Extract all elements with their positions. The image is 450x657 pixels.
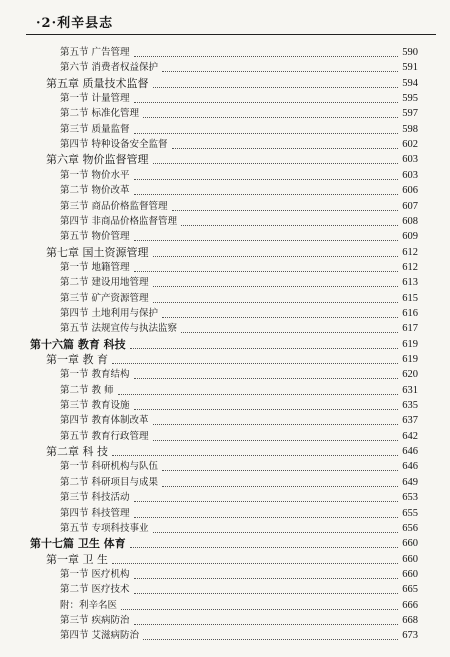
toc-entry-title: 第二节 标准化管理: [60, 108, 140, 120]
dot-leader: [134, 271, 399, 272]
dot-leader: [134, 593, 399, 594]
toc-entry-page-number: 666: [402, 599, 418, 611]
toc-entry-chapter: [46, 351, 418, 367]
toc-entry-section: [60, 505, 418, 521]
dot-leader: [134, 179, 399, 180]
dot-leader: [134, 194, 399, 195]
toc-entry-title: 第五章 质量技术监督: [46, 76, 149, 90]
dot-leader: [181, 225, 398, 226]
toc-entry-title: 第一节 教育结构: [60, 369, 130, 381]
toc-entry-page-number: 595: [402, 93, 418, 105]
dot-leader: [118, 394, 399, 395]
dot-leader: [112, 563, 398, 564]
toc-entry-title: 第五节 广告管理: [60, 47, 130, 58]
toc-entry-title: 第三节 教育设施: [60, 400, 130, 412]
toc-entry-title: 第四节 教育体制改革: [60, 415, 149, 427]
toc-entry-section: [60, 428, 418, 444]
toc-entry-section: [60, 105, 418, 121]
toc-entry-section: [60, 581, 418, 597]
dot-leader: [153, 424, 399, 425]
toc-entry-page-number: 660: [402, 568, 418, 580]
toc-entry-page-number: 598: [402, 123, 418, 135]
toc-entry-chapter: [46, 75, 418, 91]
toc-entry-title: 第四节 特种设备安全监督: [60, 139, 168, 151]
dot-leader: [153, 163, 399, 164]
toc-entry-title: 第三节 商品价格监督管理: [60, 200, 168, 212]
dot-leader: [134, 409, 399, 410]
toc-entry-page-number: 612: [402, 246, 418, 258]
toc-entry-title: 第四节 非商品价格监督管理: [60, 215, 178, 227]
dot-leader: [172, 148, 399, 149]
toc-entry-chapter: [46, 551, 418, 567]
toc-entry-page-number: 619: [402, 338, 418, 350]
toc-entry-page-number: 631: [402, 384, 418, 396]
toc-entry-page-number: 665: [402, 584, 418, 596]
toc-entry-page-number: 619: [402, 354, 418, 365]
toc-entry-title: 第五节 物价管理: [60, 231, 130, 243]
toc-entry-page-number: 660: [402, 553, 418, 565]
toc-entry-page-number: 603: [402, 169, 418, 181]
dot-leader: [153, 440, 399, 441]
toc-entry-section: [60, 182, 418, 198]
dot-leader: [130, 547, 399, 548]
toc-entry-title: 第二节 医疗技术: [60, 584, 130, 596]
toc-entry-title: 第四节 土地利用与保护: [60, 307, 159, 319]
toc-entry-title: 第一章 教 育: [46, 353, 108, 366]
dot-leader: [112, 363, 398, 364]
toc-entry-section: [60, 136, 418, 152]
dot-leader: [130, 348, 399, 349]
toc-entry-section: [60, 259, 418, 275]
toc-entry-part: [30, 336, 418, 352]
toc-entry-title: 第一章 卫 生: [46, 552, 108, 566]
toc-entry-section: [60, 320, 418, 336]
dot-leader: [172, 210, 399, 211]
toc-entry-title: 第三节 质量监督: [60, 123, 130, 135]
toc-entry-section: [60, 627, 418, 643]
dot-leader: [143, 639, 398, 640]
toc-entry-page-number: 616: [402, 307, 418, 319]
dot-leader: [181, 332, 398, 333]
toc-entry-page-number: 646: [402, 446, 418, 458]
toc-entry-section: [60, 121, 418, 137]
toc-entry-page-number: 660: [402, 538, 418, 550]
toc-entry-title: 第六章 物价监督管理: [46, 153, 149, 167]
toc-entry-title: 附：利辛名医: [60, 599, 118, 611]
toc-entry-title: 第一节 科研机构与队伍: [60, 461, 159, 473]
toc-entry-page-number: 635: [402, 400, 418, 412]
dot-leader: [134, 56, 399, 57]
dot-leader: [153, 532, 399, 533]
toc-entry-section: [60, 597, 418, 613]
toc-entry-section: [60, 213, 418, 229]
toc-entry-page-number: 673: [402, 630, 418, 642]
toc-entry-title: 第六节 消费者权益保护: [60, 62, 159, 74]
toc-entry-page-number: 603: [402, 154, 418, 166]
toc-entry-title: 第三节 矿产资源管理: [60, 292, 149, 304]
toc-entry-page-number: 609: [402, 231, 418, 243]
toc-entry-chapter: [46, 244, 418, 260]
toc-entry-page-number: 620: [402, 369, 418, 381]
toc-entry-section: [60, 90, 418, 106]
toc-entry-page-number: 617: [402, 323, 418, 335]
toc-entry-title: 第一节 物价水平: [60, 169, 130, 181]
toc-entry-page-number: 590: [402, 47, 418, 58]
dot-leader: [121, 609, 398, 610]
toc-entry-page-number: 607: [402, 200, 418, 212]
dot-leader: [153, 87, 399, 88]
dot-leader: [134, 378, 399, 379]
toc-entry-section: [60, 458, 418, 474]
toc-entry-page-number: 656: [402, 522, 418, 534]
dot-leader: [162, 71, 398, 72]
toc-entry-section: [60, 228, 418, 244]
page-header: [26, 10, 436, 32]
toc-entry-title: 第五节 教育行政管理: [60, 430, 149, 442]
toc-entry-section: [60, 44, 418, 60]
toc-entry-chapter: [46, 151, 418, 167]
toc-entry-title: 第二节 教 师: [60, 384, 114, 396]
toc-entry-page-number: 649: [402, 476, 418, 488]
toc-entry-section: [60, 612, 418, 628]
toc-entry-title: 第七章 国土资源管理: [46, 245, 149, 259]
toc-entry-section: [60, 412, 418, 428]
dot-leader: [162, 317, 398, 318]
toc-entry-title: 第一节 计量管理: [60, 93, 130, 105]
toc-entry-section: [60, 397, 418, 413]
dot-leader: [162, 470, 398, 471]
toc-entry-part: [30, 535, 418, 551]
toc-entry-page-number: 637: [402, 415, 418, 427]
dot-leader: [134, 240, 399, 241]
toc-entry-title: 第二章 科 技: [46, 445, 108, 459]
toc-entry-title: 第二节 建设用地管理: [60, 277, 149, 289]
toc-entry-page-number: 653: [402, 492, 418, 504]
dot-leader: [153, 256, 399, 257]
toc-entry-title: 第一节 地籍管理: [60, 261, 130, 273]
toc-entry-title: 第三节 科技活动: [60, 492, 130, 504]
dot-leader: [134, 624, 399, 625]
toc-entry-section: [60, 474, 418, 490]
toc-entry-page-number: 668: [402, 614, 418, 626]
dot-leader: [134, 578, 399, 579]
toc-entry-page-number: 646: [402, 461, 418, 473]
toc-entry-title: 第二节 物价改革: [60, 185, 130, 197]
dot-leader: [134, 102, 399, 103]
toc-entry-page-number: 606: [402, 185, 418, 197]
toc-entry-page-number: 591: [402, 62, 418, 74]
toc-entry-title: 第十七篇 卫生 体育: [30, 537, 126, 551]
toc-entry-section: [60, 520, 418, 536]
dot-leader: [134, 501, 399, 502]
toc-entry-section: [60, 566, 418, 582]
toc-entry-section: [60, 366, 418, 382]
toc-entry-section: [60, 290, 418, 306]
toc-entry-page-number: 597: [402, 108, 418, 120]
toc-entry-title: 第三节 疾病防治: [60, 614, 130, 626]
toc-entry-page-number: 655: [402, 507, 418, 519]
toc-entry-section: [60, 305, 418, 321]
toc-entry-title: 第十六篇 教育 科技: [30, 337, 126, 351]
toc-entry-page-number: 613: [402, 277, 418, 289]
toc-entry-page-number: 612: [402, 261, 418, 273]
toc-entry-section: [60, 382, 418, 398]
toc-entry-title: 第五节 法规宣传与执法监察: [60, 323, 178, 335]
toc-entry-section: [60, 274, 418, 290]
dot-leader: [153, 302, 399, 303]
toc-entry-title: 第四节 艾滋病防治: [60, 630, 140, 642]
toc-entry-page-number: 608: [402, 215, 418, 227]
dot-leader: [134, 517, 399, 518]
header-rule: [26, 34, 436, 35]
toc-entry-title: 第五节 专项科技事业: [60, 522, 149, 534]
toc-entry-title: 第一节 医疗机构: [60, 568, 130, 580]
toc-entry-page-number: 642: [402, 430, 418, 442]
toc-entry-section: [60, 489, 418, 505]
toc-entry-title: 第二节 科研项目与成果: [60, 476, 159, 488]
dot-leader: [112, 455, 398, 456]
toc-entry-title: 第四节 科技管理: [60, 507, 130, 519]
toc-entry-page-number: 615: [402, 292, 418, 304]
toc-entry-chapter: [46, 443, 418, 459]
toc-entry-page-number: 594: [402, 77, 418, 89]
page-header-text: ·2·利辛县志: [36, 16, 114, 31]
toc-entry-section: [60, 198, 418, 214]
dot-leader: [134, 133, 399, 134]
dot-leader: [153, 286, 399, 287]
dot-leader: [162, 486, 398, 487]
toc-entry-section: [60, 167, 418, 183]
toc-entry-section: [60, 59, 418, 75]
toc-entry-page-number: 602: [402, 139, 418, 151]
dot-leader: [143, 117, 398, 118]
